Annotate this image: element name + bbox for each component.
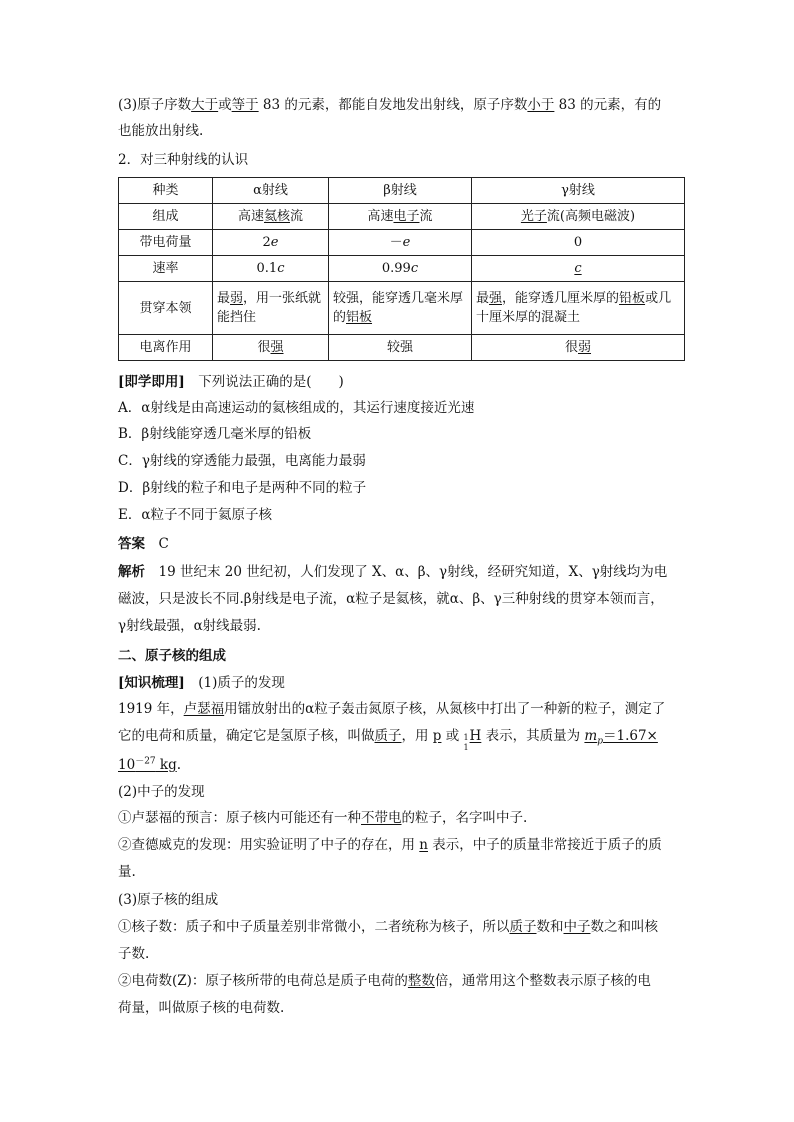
header-cell: 种类 [119,178,213,204]
explanation-line1: 解析 19 世纪末 20 世纪初，人们发现了 X、α、β、γ射线，经研究知道，X、γ射线均为电 [118,564,668,580]
cell: 2e [213,230,329,256]
text: 83 的元素，有的 [554,97,662,113]
table-row-speed [119,256,685,282]
table-header-row [119,178,685,204]
cell: 光子流(高频电磁波) [472,204,685,230]
paragraph-3-line2: 也能放出射线. [118,123,204,139]
option-c: C．γ射线的穿透能力最强，电离能力最弱 [118,453,366,469]
text: (3)原子序数 [118,97,192,113]
cell: －e [329,230,472,256]
table-row-penetration [119,282,685,335]
cell: 较强 [329,335,472,361]
proton-line3: $10^{-27}$ kg. [118,756,182,773]
underlined-term: 等于 [231,97,259,113]
cell: 最弱，用一张纸就能挡住 [213,282,329,335]
cell: 0.1c [213,256,329,282]
nucleon-line2: 子数. [118,946,150,962]
proton-line1: 1919 年，卢瑟福用镭放射出的α粒子轰击氮原子核，从氮核中打出了一种新的粒子，测定了 [118,701,666,717]
underlined-term: 大于 [191,97,219,113]
charge-line1: ②电荷数(Z)：原子核所带的电荷总是质子电荷的整数倍，通常用这个整数表示原子核的电 [118,973,651,989]
row-label: 贯穿本领 [119,282,213,335]
row-label: 组成 [119,204,213,230]
table-row-charge [119,230,685,256]
neutron-line3: 量. [118,864,136,880]
rays-table [118,177,685,361]
cell: 最强，能穿透几厘米厚的铅板或几十厘米厚的混凝土 [472,282,685,335]
explanation-line2: 磁波，只是波长不同.β射线是电子流，α粒子是氦核，就α、β、γ三种射线的贯穿本领而言， [118,591,664,607]
option-e: E．α粒子不同于氦原子核 [118,507,272,523]
section-heading-rays: 2．对三种射线的认识 [118,152,249,168]
row-label: 速率 [119,256,213,282]
cell: 0 [472,230,685,256]
header-cell: α射线 [213,178,329,204]
cell: 高速电子流 [329,204,472,230]
neutron-line2: ②查德威克的发现：用实验证明了中子的存在，用 n 表示，中子的质量非常接近于质子的质 [118,837,662,853]
row-label: 带电荷量 [119,230,213,256]
text: 或 [218,97,232,113]
cell: c [472,256,685,282]
section-heading-nucleus: 二、原子核的组成 [118,648,226,664]
explanation-line3: γ射线最强，α射线最弱. [118,618,261,634]
nucleus-heading: (3)原子核的组成 [118,892,219,908]
paragraph-3-line1 [118,95,661,115]
row-label: 电离作用 [119,335,213,361]
header-cell: β射线 [329,178,472,204]
neutron-line1: ①卢瑟福的预言：原子核内可能还有一种不带电的粒子，名字叫中子. [118,810,528,826]
cell: 很弱 [472,335,685,361]
knowledge-heading: [知识梳理] (1)质子的发现 [118,675,285,691]
table-row-ionization [119,335,685,361]
quiz-label: [即学即用] [118,374,185,390]
charge-line2: 荷量，叫做原子核的电荷数. [118,1000,285,1016]
cell: 0.99c [329,256,472,282]
cell: 高速氦核流 [213,204,329,230]
proton-line2: 它的电荷和质量，确定它是氢原子核，叫做质子，用 p 或 1 1 H 表示，其质量为 $m_p=1.67\times$ [118,728,658,752]
option-a: A．α射线是由高速运动的氦核组成的，其运行速度接近光速 [118,400,475,416]
nucleon-line1: ①核子数：质子和中子质量差别非常微小，二者统称为核子，所以质子数和中子数之和叫核 [118,919,658,935]
answer-label: 答案 [118,536,145,552]
text: 83 的元素，都能自发地发出射线，原子序数 [258,97,528,113]
neutron-heading: (2)中子的发现 [118,784,205,800]
cell: 较强，能穿透几毫米厚的铝板 [329,282,472,335]
option-b: B．β射线能穿透几毫米厚的铅板 [118,426,312,442]
knowledge-label: [知识梳理] [118,675,185,691]
cell: 很强 [213,335,329,361]
underlined-term: 小于 [527,97,555,113]
option-d: D．β射线的粒子和电子是两种不同的粒子 [118,480,367,496]
header-cell: γ射线 [472,178,685,204]
table-row-composition [119,204,685,230]
explanation-label: 解析 [118,564,145,580]
quiz-question: [即学即用] 下列说法正确的是( ) [118,374,344,390]
hydrogen-symbol: 1 1 H [463,728,482,752]
answer: 答案 C [118,536,169,552]
